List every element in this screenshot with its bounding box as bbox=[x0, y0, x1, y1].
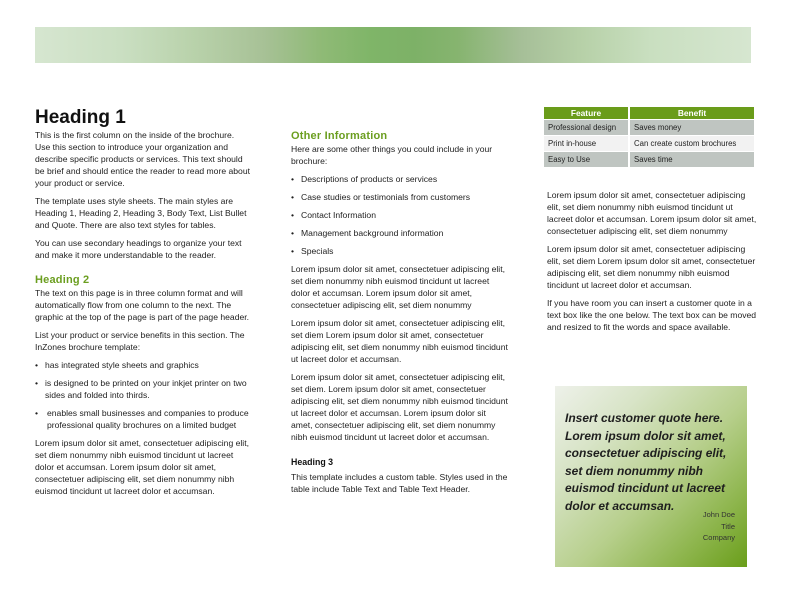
heading-1: Heading 1 bbox=[35, 107, 126, 128]
table-cell: Saves time bbox=[630, 152, 754, 167]
bullet-icon: • bbox=[35, 408, 39, 418]
heading-3: Heading 3 bbox=[291, 457, 334, 467]
table-row bbox=[544, 120, 754, 135]
column-1 bbox=[35, 129, 250, 503]
table-cell: Saves money bbox=[630, 120, 754, 135]
table-cell: Print in-house bbox=[544, 136, 628, 151]
body-paragraph: List your product or service benefits in this section. The InZones brochure template: bbox=[35, 330, 245, 352]
column-3 bbox=[547, 189, 757, 339]
table-row bbox=[544, 136, 754, 151]
table-cell: Can create custom brochures bbox=[630, 136, 754, 151]
column-2 bbox=[291, 130, 509, 501]
intro-paragraph: You can use secondary headings to organize your text and make it more understandable to the reader. bbox=[35, 238, 242, 260]
table-cell: Easy to Use bbox=[544, 152, 628, 167]
other-info-list bbox=[291, 173, 509, 257]
body-paragraph: If you have room you can insert a customer quote in a text box like the one below. The text box can be moved and resized to fit the words and space available. bbox=[547, 298, 757, 332]
benefits-list bbox=[35, 359, 250, 431]
table-row bbox=[544, 152, 754, 167]
body-paragraph: Lorem ipsum dolor sit amet, consectetuer adipiscing elit, set diem. Lorem ipsum dolor sit amet, consectetuer adipiscing elit, set diem nonummy nibh euismod tincidunt ut lacreet dolor et accumsan. Lorem ipsum dolor sit amet, consectetuer adipiscing elit, set diem nonummy nibh euismod tincidunt ut lacreet dolor et accumsan. bbox=[291, 372, 508, 442]
list-item: • Specials bbox=[291, 246, 334, 256]
body-paragraph: Here are some other things you could include in your brochure: bbox=[291, 144, 493, 166]
list-item: • Contact Information bbox=[291, 210, 376, 220]
customer-quote-box bbox=[555, 386, 747, 567]
table-header-row bbox=[544, 107, 754, 119]
table-cell: Professional design bbox=[544, 120, 628, 135]
table-header-feature: Feature bbox=[544, 107, 628, 119]
body-paragraph: Lorem ipsum dolor sit amet, consectetuer adipiscing elit, set diem nonummy nibh euismod tincidunt ut lacreet dolor et accumsan. Lorem ipsum dolor sit amet, consectetuer adipiscing elit, set diem nonummy bbox=[291, 264, 505, 310]
other-information-heading: Other Information bbox=[291, 130, 388, 142]
quote-title: Title bbox=[721, 521, 735, 531]
body-paragraph: Lorem ipsum dolor sit amet, consectetuer adipiscing elit, set diem Lorem ipsum dolor sit amet, consectetuer adipiscing elit, set diem nonummy nibh euismod tincidunt ut lacreet dolor et accumsan. bbox=[291, 318, 508, 364]
body-paragraph: Lorem ipsum dolor sit amet, consectetuer adipiscing elit, set diem nonummy nibh euismod tincidunt ut lacreet dolor et accumsan. Lorem ipsum dolor sit amet, consectetuer adipiscing elit, set diem nonummy nibh euismod tincidunt ut lacreet dolor et accumsan. bbox=[35, 438, 249, 496]
bullet-icon: • bbox=[291, 228, 295, 238]
quote-name: John Doe bbox=[702, 510, 735, 519]
list-item: • is designed to be printed on your inkjet printer on two sides and folded into thirds. bbox=[35, 378, 247, 400]
body-paragraph: This template includes a custom table. Styles used in the table include Table Text and Table Text Header. bbox=[291, 472, 508, 494]
bullet-icon: • bbox=[291, 246, 295, 256]
body-paragraph: The text on this page is in three column format and will automatically flow from one column to the next. The graphic at the top of the page is part of the page header. bbox=[35, 288, 250, 322]
table-header-benefit: Benefit bbox=[630, 107, 754, 119]
header-gradient-band bbox=[35, 27, 751, 63]
list-item: • enables small businesses and companies to produce professional quality brochures on a limited budget bbox=[35, 408, 249, 430]
bullet-icon: • bbox=[291, 192, 295, 202]
list-item: • Management background information bbox=[291, 228, 444, 238]
body-paragraph: Lorem ipsum dolor sit amet, consectetuer adipiscing elit, set diem nonummy nibh euismod tincidunt ut lacreet dolor et accumsan. Lorem ipsum dolor sit amet, consectetuer adipiscing elit, set diem nonummy bbox=[547, 190, 757, 236]
list-item: • Case studies or testimonials from customers bbox=[291, 192, 471, 202]
list-item: • has integrated style sheets and graphics bbox=[35, 360, 199, 370]
bullet-icon: • bbox=[291, 174, 295, 184]
intro-paragraph: This is the first column on the inside of the brochure. Use this section to introduce your organization and describe specific products or services. This text should be brief and should entice the reader to read more about your product or service. bbox=[35, 130, 250, 188]
quote-text: Insert customer quote here. Lorem ipsum dolor sit amet, consectetuer adipiscing elit, set diem nonummy nibh euismod tincidunt ut lacreet dolor et accumsan. bbox=[565, 411, 727, 513]
bullet-icon: • bbox=[291, 210, 295, 220]
bullet-icon: • bbox=[35, 378, 39, 388]
intro-paragraph: The template uses style sheets. The main styles are Heading 1, Heading 2, Heading 3, Body Text, List Bullet and Quote. There are also text styles for tables. bbox=[35, 196, 247, 230]
quote-attribution bbox=[703, 509, 735, 544]
bullet-icon: • bbox=[35, 360, 39, 370]
feature-benefit-table bbox=[542, 106, 756, 168]
list-item: • Descriptions of products or services bbox=[291, 174, 438, 184]
body-paragraph: Lorem ipsum dolor sit amet, consectetuer adipiscing elit, set diem Lorem ipsum dolor sit amet, consectetuer adipiscing elit, set diem nonummy nibh euismod tincidunt ut lacreet dolor et accumsan. bbox=[547, 244, 756, 290]
quote-company: Company bbox=[702, 533, 735, 542]
heading-2: Heading 2 bbox=[35, 274, 90, 286]
